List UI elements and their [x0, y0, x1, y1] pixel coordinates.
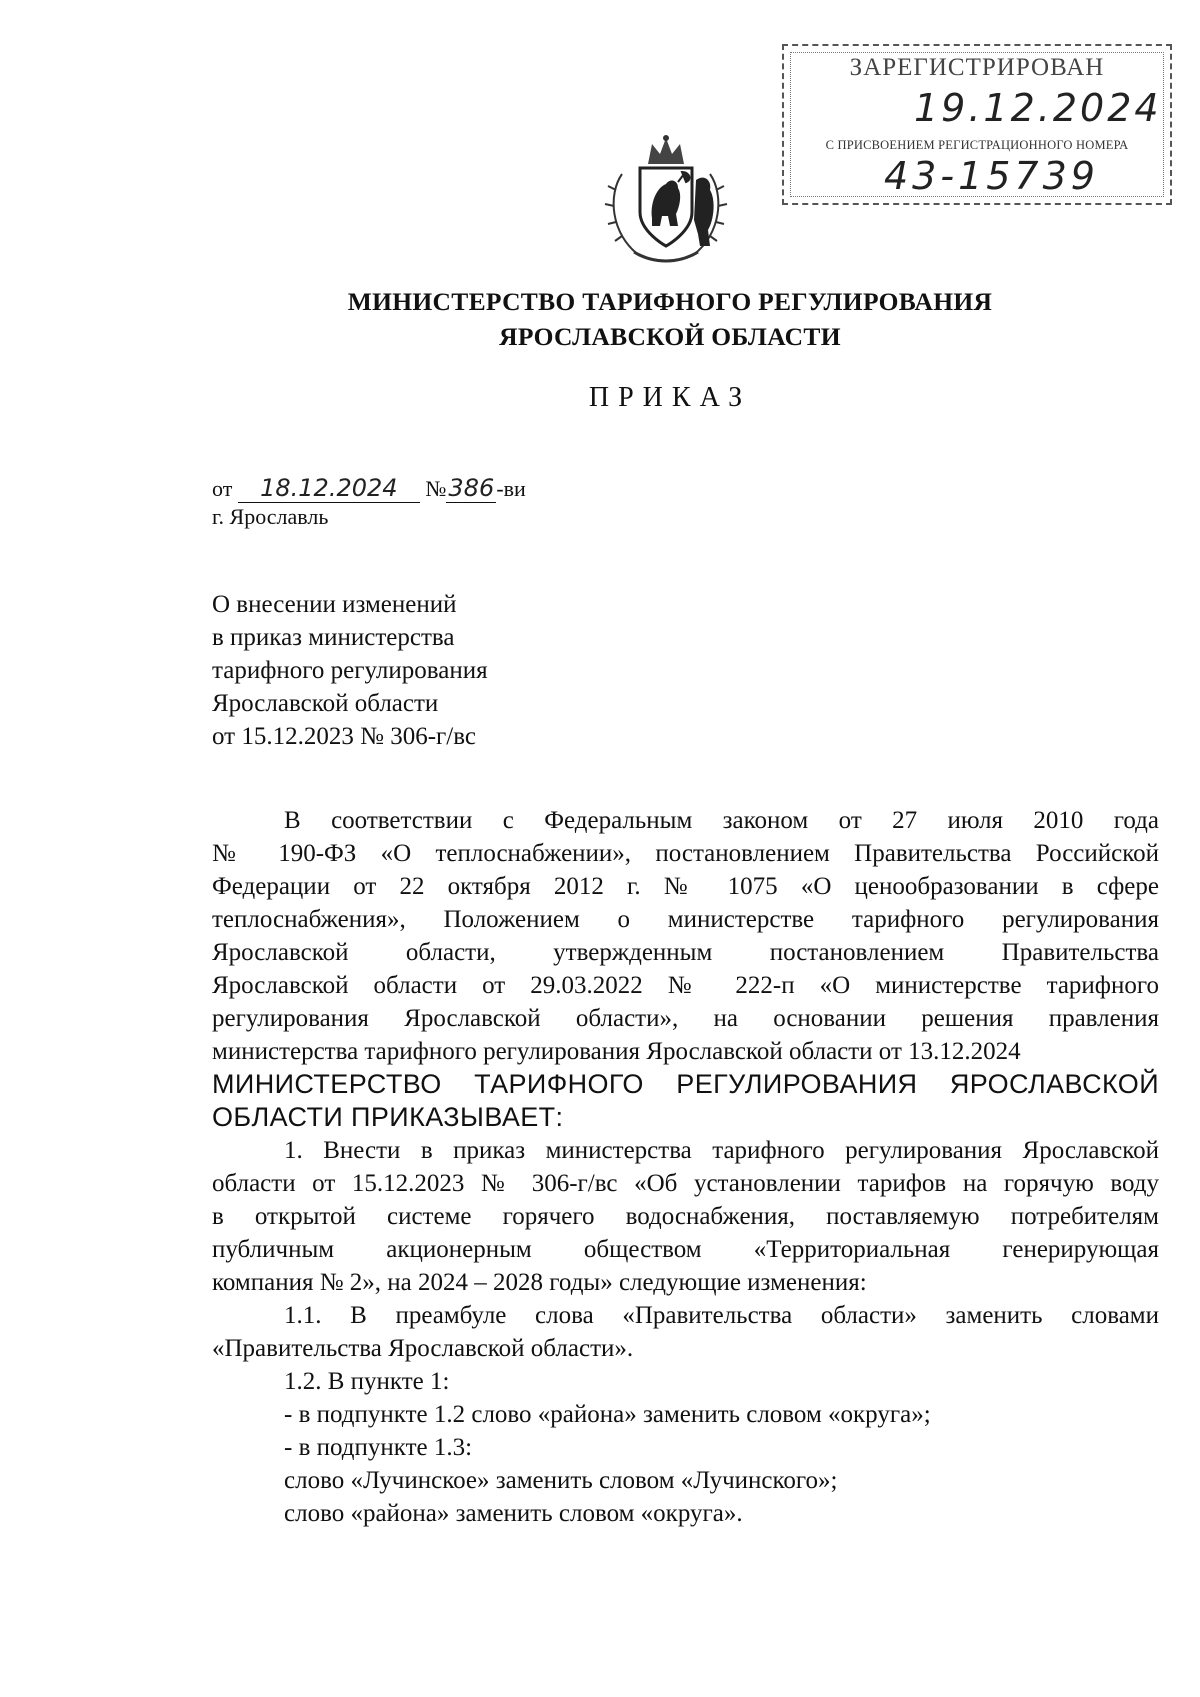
preamble-line: № 190-ФЗ «О теплоснабжении», постановлением Правительства Российской	[212, 840, 1159, 867]
yaroslavl-coat-of-arms-icon	[604, 134, 728, 270]
order-subject	[212, 588, 488, 753]
item-1-line: 1. Внести в приказ министерства тарифного регулирования Ярославской	[284, 1137, 1159, 1164]
subitem-1-3-change-b: слово «района» заменить словом «округа».	[284, 1500, 743, 1527]
preamble-line: Ярославской области от 29.03.2022 № 222-п «О министерстве тарифного	[212, 972, 1159, 999]
order-date-line	[212, 474, 526, 503]
registration-stamp	[782, 44, 1172, 205]
preamble-line: теплоснабжения», Положением о министерстве тарифного регулирования	[212, 906, 1159, 933]
item-1-2: 1.2. В пункте 1:	[284, 1368, 450, 1395]
subitem-1-3-change-a: слово «Лучинское» заменить словом «Лучинского»;	[284, 1467, 838, 1494]
order-number-suffix: -ви	[496, 476, 526, 501]
item-1-line: компания № 2», на 2024 – 2028 годы» следующие изменения:	[212, 1269, 867, 1296]
order-from-label: от	[212, 476, 233, 501]
ministry-title-line-2: ЯРОСЛАВСКОЙ ОБЛАСТИ	[499, 322, 841, 351]
item-1-line: публичным акционерным обществом «Территориальная генерирующая	[212, 1236, 1159, 1263]
preamble-line: В соответствии с Федеральным законом от 27 июля 2010 года	[284, 807, 1159, 834]
ministry-title-line-1: МИНИСТЕРСТВО ТАРИФНОГО РЕГУЛИРОВАНИЯ	[347, 287, 993, 316]
subject-line: в приказ министерства	[212, 624, 455, 651]
document-type: ПРИКАЗ	[588, 382, 752, 413]
subject-line: тарифного регулирования	[212, 657, 488, 684]
order-city: г. Ярославль	[212, 504, 329, 529]
orders-line: ОБЛАСТИ ПРИКАЗЫВАЕТ:	[212, 1102, 564, 1132]
order-number: 386	[446, 474, 496, 503]
item-1-line: области от 15.12.2023 № 306-г/вс «Об установлении тарифов на горячую воду	[212, 1170, 1159, 1197]
orders-line: МИНИСТЕРСТВО ТАРИФНОГО РЕГУЛИРОВАНИЯ ЯРОСЛАВСКОЙ	[212, 1069, 1159, 1099]
order-body	[212, 804, 1159, 1530]
stamp-date: 19.12.2024	[914, 86, 1162, 130]
subject-line: Ярославской области	[212, 690, 439, 717]
subject-line: О внесении изменений	[212, 591, 457, 618]
preamble-line: министерства тарифного регулирования Ярославской области от 13.12.2024	[212, 1038, 1021, 1065]
preamble-line: Федерации от 22 октября 2012 г. № 1075 «О ценообразовании в сфере	[212, 873, 1159, 900]
stamp-number: 43-15739	[884, 154, 1099, 198]
subitem-1-2-change: - в подпункте 1.2 слово «района» заменить словом «округа»;	[284, 1401, 931, 1428]
preamble-line: Ярославской области, утвержденным постановлением Правительства	[212, 939, 1159, 966]
subject-line: от 15.12.2023 № 306-г/вс	[212, 723, 476, 750]
subitem-1-3: - в подпункте 1.3:	[284, 1434, 473, 1461]
order-number-label: №	[425, 476, 447, 501]
item-1-line: в открытой системе горячего водоснабжения, поставляемую потребителям	[212, 1203, 1159, 1230]
stamp-caption: С ПРИСВОЕНИЕМ РЕГИСТРАЦИОННОГО НОМЕРА	[825, 138, 1129, 152]
preamble-line: регулирования Ярославской области», на основании решения правления	[212, 1005, 1159, 1032]
stamp-title: ЗАРЕГИСТРИРОВАН	[849, 54, 1105, 81]
order-date: 18.12.2024	[238, 474, 420, 503]
item-1-1-line: «Правительства Ярославской области».	[212, 1335, 634, 1362]
item-1-1-line: 1.1. В преамбуле слова «Правительства области» заменить словами	[284, 1302, 1159, 1329]
